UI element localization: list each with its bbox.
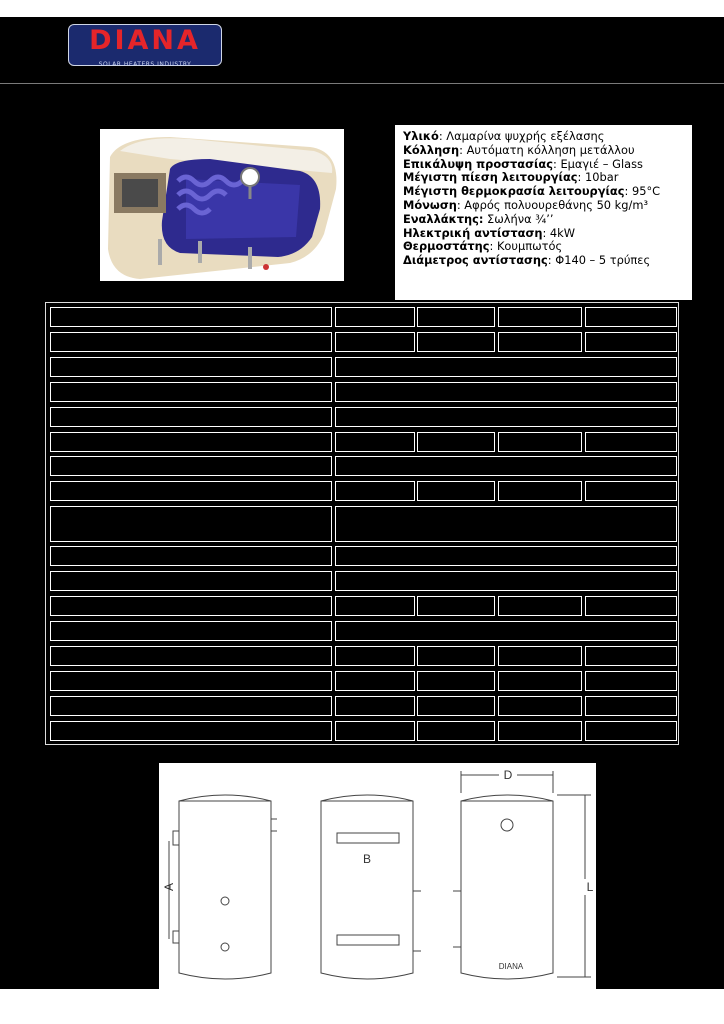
table-label-cell: [50, 456, 332, 476]
table-label-cell: [50, 671, 332, 691]
table-value-cell: [335, 596, 415, 616]
table-label-cell: [50, 546, 332, 566]
table-merged-value-cell: [335, 357, 677, 377]
table-label-cell: [50, 646, 332, 666]
brand-logo: [68, 24, 222, 66]
specifications-panel: [395, 125, 692, 300]
table-merged-value-cell: [335, 621, 677, 641]
table-label-cell: [50, 357, 332, 377]
table-merged-value-cell: [335, 546, 677, 566]
table-value-cell: [498, 481, 582, 501]
table-label-cell: [50, 382, 332, 402]
table-value-cell: [585, 307, 677, 327]
spec-row: Θερμοστάτης: Κουμπωτός: [403, 239, 563, 254]
table-label-cell: [50, 721, 332, 741]
dimension-drawing: [159, 763, 596, 989]
tank-dimensions-icon: [159, 763, 596, 989]
spec-row: Μέγιστη πίεση λειτουργίας: 10bar: [403, 170, 619, 185]
table-label-cell: [50, 571, 332, 591]
table-label-cell: [50, 332, 332, 352]
table-value-cell: [335, 432, 415, 452]
table-value-cell: [335, 696, 415, 716]
table-label-cell: [50, 596, 332, 616]
table-value-cell: [417, 596, 495, 616]
table-merged-value-cell: [335, 456, 677, 476]
table-value-cell: [498, 646, 582, 666]
spec-row: Διάμετρος αντίστασης: Φ140 – 5 τρύπες: [403, 253, 651, 268]
header-divider: [0, 83, 724, 84]
table-merged-value-cell: [335, 506, 677, 542]
spec-row: Ηλεκτρική αντίσταση: 4kW: [403, 225, 576, 240]
spec-row: Μέγιστη θερμοκρασία λειτουργίας: 95°C: [403, 184, 661, 199]
spec-row: Υλικό: Λαμαρίνα ψυχρής εξέλασης: [403, 129, 605, 143]
table-value-cell: [498, 721, 582, 741]
table-value-cell: [585, 481, 677, 501]
table-label-cell: [50, 407, 332, 427]
table-merged-value-cell: [335, 382, 677, 402]
table-value-cell: [417, 671, 495, 691]
table-value-cell: [585, 671, 677, 691]
dimension-a-label: A: [162, 882, 176, 892]
spec-row: Μόνωση: Αφρός πολυουρεθάνης 50 kg/m³: [403, 197, 649, 212]
table-value-cell: [417, 696, 495, 716]
table-value-cell: [585, 696, 677, 716]
table-value-cell: [498, 671, 582, 691]
table-value-cell: [335, 307, 415, 327]
table-value-cell: [335, 646, 415, 666]
table-merged-value-cell: [335, 407, 677, 427]
table-value-cell: [417, 481, 495, 501]
drawing-brand-label: DIANA: [498, 962, 524, 971]
table-value-cell: [417, 307, 495, 327]
table-value-cell: [498, 332, 582, 352]
dimension-b-label: B: [362, 852, 372, 866]
table-merged-value-cell: [335, 571, 677, 591]
table-label-cell: [50, 696, 332, 716]
logo-subtitle: SOLAR HEATERS INDUSTRY: [98, 61, 192, 68]
table-value-cell: [417, 432, 495, 452]
table-value-cell: [417, 721, 495, 741]
table-value-cell: [335, 332, 415, 352]
table-value-cell: [585, 596, 677, 616]
table-value-cell: [498, 696, 582, 716]
product-cutaway-image: [100, 129, 344, 281]
table-label-cell: [50, 432, 332, 452]
dimension-l-label: L: [586, 880, 594, 894]
table-value-cell: [335, 671, 415, 691]
table-label-cell: [50, 621, 332, 641]
spec-row: Επικάλυψη προστασίας: Εμαγιέ – Glass: [403, 156, 643, 171]
table-value-cell: [498, 432, 582, 452]
water-heater-cutaway-icon: [100, 129, 344, 281]
specifications-table: [45, 302, 679, 745]
table-value-cell: [335, 721, 415, 741]
table-value-cell: [585, 646, 677, 666]
table-value-cell: [498, 307, 582, 327]
spec-row: Εναλλάκτης: Σωλήνα ¾’’: [403, 211, 554, 226]
table-value-cell: [585, 721, 677, 741]
table-label-cell: [50, 307, 332, 327]
table-value-cell: [417, 332, 495, 352]
spec-row: Κόλληση: Αυτόματη κόλληση μετάλλου: [403, 142, 635, 157]
table-value-cell: [417, 646, 495, 666]
table-value-cell: [335, 481, 415, 501]
table-value-cell: [585, 332, 677, 352]
table-label-cell: [50, 481, 332, 501]
dimension-d-label: D: [503, 768, 513, 782]
table-value-cell: [498, 596, 582, 616]
table-label-cell: [50, 506, 332, 542]
logo-text: DIANA: [89, 25, 201, 56]
table-value-cell: [585, 432, 677, 452]
